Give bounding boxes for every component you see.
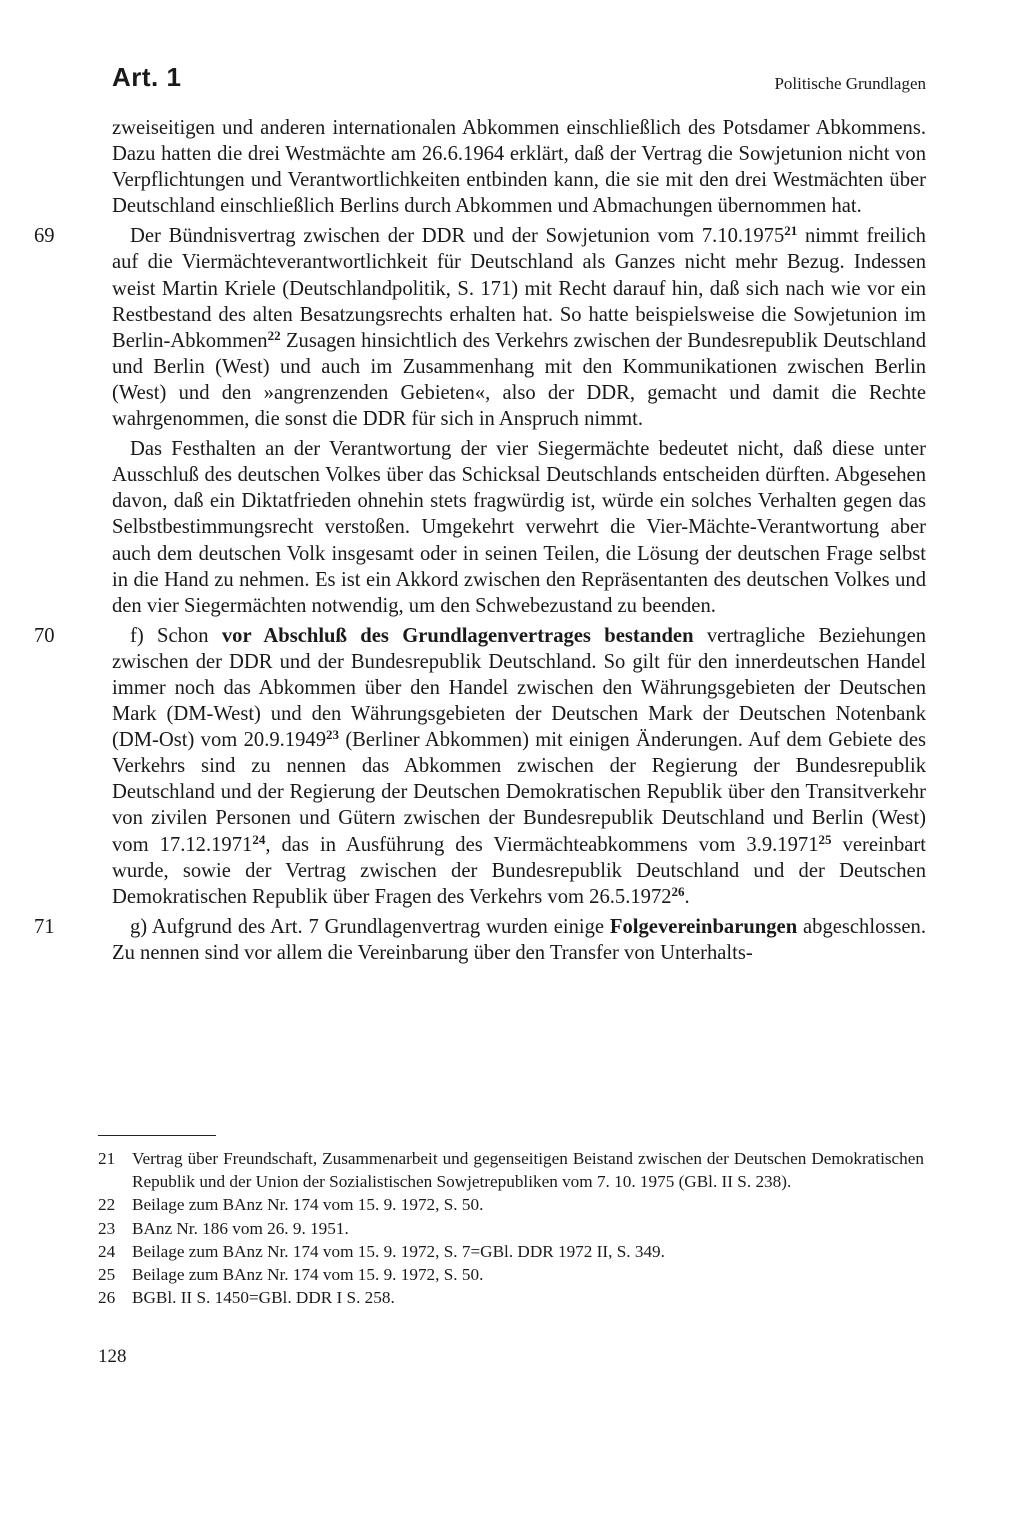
paragraph-text: g) Aufgrund des Art. 7 Grundlagenvertrag wurden einige xyxy=(130,915,610,938)
margin-number: 70 xyxy=(34,624,55,647)
footnote-text: Vertrag über Freundschaft, Zusammenarbeit und gegenseitigen Beistand zwischen der Deutschen Demokratischen Republik und der Union der Sozialistischen Sowjetrepubliken vom 7. 10. 1975 (GBl. II S. 238). xyxy=(132,1149,924,1192)
paragraph-text: zweiseitigen und anderen internationalen Abkommen einschließlich des Potsdamer Abkommens. Dazu hatten die drei Westmächte am 26.6.1964 erklärt, daß der Vertrag die Sowjetunion nicht von Verpflichtungen und Verantwortlichkeiten entbinden kann, die sie mit den drei Westmächten über Deutschland einschließlich Berlins durch Abkommen und Abmachungen übernommen hat. xyxy=(112,117,926,218)
footnote-text: BAnz Nr. 186 vom 26. 9. 1951. xyxy=(132,1218,349,1238)
margin-number: 71 xyxy=(34,915,55,938)
footnote-ref[interactable]: 24 xyxy=(252,831,266,847)
paragraph-text: vereinbart wurde, sowie der Vertrag zwischen der Bundesrepublik Deutschland und der Deutschen Demokratischen Republik über Fragen des Verkehrs vom 26.5.1972 xyxy=(112,833,926,908)
paragraph-text: Der Bündnisvertrag zwischen der DDR und der Sowjetunion vom 7.10.1975 xyxy=(130,225,785,248)
page-number: 128 xyxy=(98,1346,127,1367)
footnote-item xyxy=(98,1193,924,1216)
paragraph-71 xyxy=(34,914,926,966)
footnote-ref[interactable]: 25 xyxy=(818,831,832,847)
paragraph-text: . xyxy=(684,885,690,908)
footnote-text: Beilage zum BAnz Nr. 174 vom 15. 9. 1972, S. 50. xyxy=(132,1265,484,1285)
footnote-ref[interactable]: 21 xyxy=(784,223,798,239)
paragraph-text: f) Schon xyxy=(130,624,222,647)
footnote-number: 25 xyxy=(98,1265,116,1285)
paragraph-70 xyxy=(34,623,927,910)
footnote-number: 24 xyxy=(98,1241,116,1261)
paragraph-69 xyxy=(34,223,926,432)
footnote-ref[interactable]: 26 xyxy=(671,883,685,899)
paragraph-text: Zusagen hinsichtlich des Verkehrs zwischen der Bundesrepublik Deutschland und Berlin (West) und auch im Zusammenhang mit den Kommunikationen zwischen Berlin (West) und den »angrenzenden Gebieten«, also der DDR, gemacht und damit die Rechte wahrgenommen, die sonst die DDR für sich in Anspruch nimmt. xyxy=(112,329,926,431)
footnote-item xyxy=(98,1147,924,1193)
section-title: Politische Grundlagen xyxy=(774,74,926,93)
paragraph-text: Das Festhalten an der Verantwortung der vier Siegermächte bedeutet nicht, daß diese unter Ausschluß des deutschen Volkes über das Schicksal Deutschlands entscheiden dürften. Abgesehen davon, daß ein Diktatfrieden ohnehin stets fragwürdig ist, würde ein solches Verhalten gegen das Selbstbestimmungsrecht verstoßen. Umgekehrt verwehrt die Vier-Mächte-Verantwortung aber auch dem deutschen Volk insgesamt oder in seinen Teilen, die Lösung der deutschen Frage selbst in die Hand zu nehmen. Es ist ein Akkord zwischen den Repräsentanten des deutschen Volkes und den vier Siegermächten notwendig, um den Schwebezustand zu beenden. xyxy=(112,438,926,617)
article-label: Art. 1 xyxy=(112,62,182,92)
footnote-item xyxy=(98,1286,924,1309)
paragraph-text: , das in Ausführung des Viermächteabkommens vom 3.9.1971 xyxy=(265,833,819,856)
paragraph-text: vertragliche Beziehungen zwischen der DDR und der Bundesrepublik Deutschland. So gilt für den innerdeutschen Handel immer noch das Abkommen über den Handel zwischen den Währungsgebieten der Deutschen Mark (DM-West) und den Währungsgebieten der Deutschen Mark der Deutschen Notenbank (DM-Ost) vom 20.9.1949 xyxy=(112,624,927,752)
margin-number: 69 xyxy=(34,225,55,248)
footnote-text: Beilage zum BAnz Nr. 174 vom 15. 9. 1972, S. 50. xyxy=(132,1195,484,1215)
footnotes xyxy=(98,1147,924,1309)
footnote-text: Beilage zum BAnz Nr. 174 vom 15. 9. 1972, S. 7=GBl. DDR 1972 II, S. 349. xyxy=(132,1241,665,1261)
paragraph-text: nimmt freilich auf die Viermächteverantwortlichkeit für Deutschland als Ganzes nicht mehr Bezug. Indessen weist Martin Kriele (Deutschlandpolitik, S. 171) mit Recht darauf hin, daß sich nach wie vor ein Restbestand des alten Besatzungsrechts erhalten hat. So hatte beispielsweise die Sowjetunion im Berlin-Abkommen xyxy=(112,225,926,352)
footnote-number: 21 xyxy=(98,1149,116,1168)
footnote-number: 23 xyxy=(98,1218,116,1238)
paragraph-text: abgeschlossen. Zu nennen sind vor allem die Vereinbarung über den Transfer von Unterhalts- xyxy=(112,915,926,964)
paragraph-siegermaechte xyxy=(112,436,926,619)
running-head xyxy=(112,60,926,100)
footnote-ref[interactable]: 23 xyxy=(326,727,339,743)
paragraph-continuation xyxy=(112,115,926,219)
footnote-item xyxy=(98,1217,924,1240)
footnote-separator xyxy=(98,1135,216,1136)
footnote-number: 26 xyxy=(98,1288,116,1308)
footnote-text: BGBl. II S. 1450=GBl. DDR I S. 258. xyxy=(132,1288,395,1308)
footnote-number: 22 xyxy=(98,1195,116,1215)
body-text xyxy=(34,115,927,970)
emphasis-text: Folgevereinbarungen xyxy=(609,915,798,938)
footnote-item xyxy=(98,1263,924,1286)
paragraph-text: (Berliner Abkommen) mit einigen Änderungen. Auf dem Gebiete des Verkehrs sind zu nennen das Abkommen zwischen der Regierung der Bundesrepublik Deutschland und der Regierung der Deutschen Demokratischen Republik über den Transitverkehr von zivilen Personen und Gütern zwischen der Bundesrepublik Deutschland und Berlin (West) vom 17.12.1971 xyxy=(112,729,926,856)
footnote-ref[interactable]: 22 xyxy=(267,327,281,343)
emphasis-text: vor Abschluß des Grundlagenvertrages bestanden xyxy=(221,624,694,647)
footnote-item xyxy=(98,1240,924,1263)
